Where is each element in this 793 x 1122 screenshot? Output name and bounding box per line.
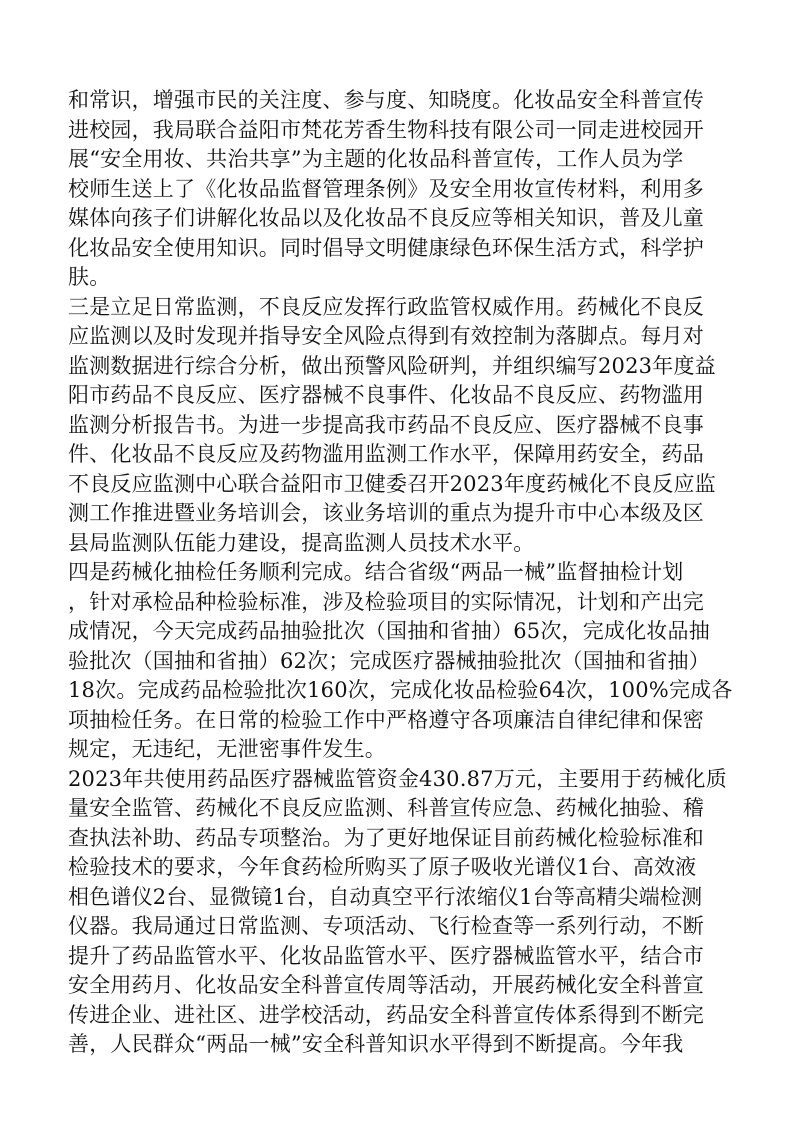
text-line: 2023年共使用药品医疗器械监管资金430.87万元，主要用于药械化质 <box>68 766 727 791</box>
text-line: 不良反应监测中心联合益阳市卫健委召开2023年度药械化不良反应监 <box>68 471 716 496</box>
text-line: 三是立足日常监测，不良反应发挥行政监管权威作用。药械化不良反 <box>68 294 704 319</box>
text-line: 校师生送上了《化妆品监督管理条例》及安全用妆宣传材料，利用多 <box>68 176 704 201</box>
document-page <box>68 86 733 1060</box>
text-line: 传进企业、进社区、进学校活动，药品安全科普宣传体系得到不断完 <box>68 1002 704 1027</box>
text-line: 进校园，我局联合益阳市梵花芳香生物科技有限公司一同走进校园开 <box>68 117 704 142</box>
paragraph-2023-funding <box>68 765 728 1060</box>
text-line: 18次。完成药品检验批次160次，完成化妆品检验64次，100%完成各 <box>68 678 733 702</box>
text-line: 应监测以及时发现并指导安全风险点得到有效控制为落脚点。每月对 <box>68 324 704 348</box>
text-line: 和常识，增强市民的关注度、参与度、知晓度。化妆品安全科普宣传 <box>68 88 704 112</box>
text-line: 四是药械化抽检任务顺利完成。结合省级“两品一械”监督抽检计划 <box>68 560 684 584</box>
text-line: 提升了药品监管水平、化妆品监管水平、医疗器械监管水平，结合市 <box>68 943 704 968</box>
paragraph-cosmetics-campus-campaign <box>68 86 728 293</box>
text-line: 成情况，今天完成药品抽验批次（国抽和省抽）65次，完成化妆品抽 <box>68 619 710 643</box>
text-line: 安全用药月、化妆品安全科普宣传周等活动，开展药械化安全科普宣 <box>68 973 704 997</box>
text-line: 件、化妆品不良反应及药物滥用监测工作水平，保障用药安全，药品 <box>68 442 704 466</box>
text-line: 媒体向孩子们讲解化妆品以及化妆品不良反应等相关知识，普及儿童 <box>68 206 704 230</box>
text-line: 县局监测队伍能力建设，提高监测人员技术水平。 <box>68 530 535 555</box>
text-line: 测工作推进暨业务培训会，该业务培训的重点为提升市中心本级及区 <box>68 501 704 525</box>
text-line: ，针对承检品种检验标准，涉及检验项目的实际情况，计划和产出完 <box>68 589 704 614</box>
text-line: 查执法补助、药品专项整治。为了更好地保证目前药械化检验标准和 <box>68 825 704 850</box>
text-line: 相色谱仪2台、显微镜1台，自动真空平行浓缩仪1台等高精尖端检测 <box>68 884 703 909</box>
paragraph-adverse-reaction-monitoring <box>68 293 728 559</box>
text-line: 量安全监管、药械化不良反应监测、科普宣传应急、药械化抽验、稽 <box>68 796 704 820</box>
text-line: 化妆品安全使用知识。同时倡导文明健康绿色环保生活方式，科学护 <box>68 235 704 260</box>
text-line: 阳市药品不良反应、医疗器械不良事件、化妆品不良反应、药物滥用 <box>68 383 704 407</box>
text-line: 善，人民群众“两品一械”安全科普知识水平得到不断提高。今年我 <box>68 1032 684 1056</box>
text-line: 监测数据进行综合分析，做出预警风险研判，并组织编写2023年度益 <box>68 353 716 378</box>
text-line: 规定，无违纪，无泄密事件发生。 <box>68 737 386 761</box>
text-line: 肤。 <box>68 265 111 289</box>
text-line: 仪器。我局通过日常监测、专项活动、飞行检查等一系列行动，不断 <box>68 914 704 938</box>
text-line: 项抽检任务。在日常的检验工作中严格遵守各项廉洁自律纪律和保密 <box>68 707 704 732</box>
text-line: 展“安全用妆、共治共享”为主题的化妆品科普宣传，工作人员为学 <box>68 147 684 171</box>
text-line: 验批次（国抽和省抽）62次；完成医疗器械抽验批次（国抽和省抽） <box>68 648 710 673</box>
text-line: 监测分析报告书。为进一步提高我市药品不良反应、医疗器械不良事 <box>68 412 704 437</box>
paragraph-sampling-inspection <box>68 558 733 765</box>
text-line: 检验技术的要求，今年食药检所购买了原子吸收光谱仪1台、高效液 <box>68 855 697 879</box>
